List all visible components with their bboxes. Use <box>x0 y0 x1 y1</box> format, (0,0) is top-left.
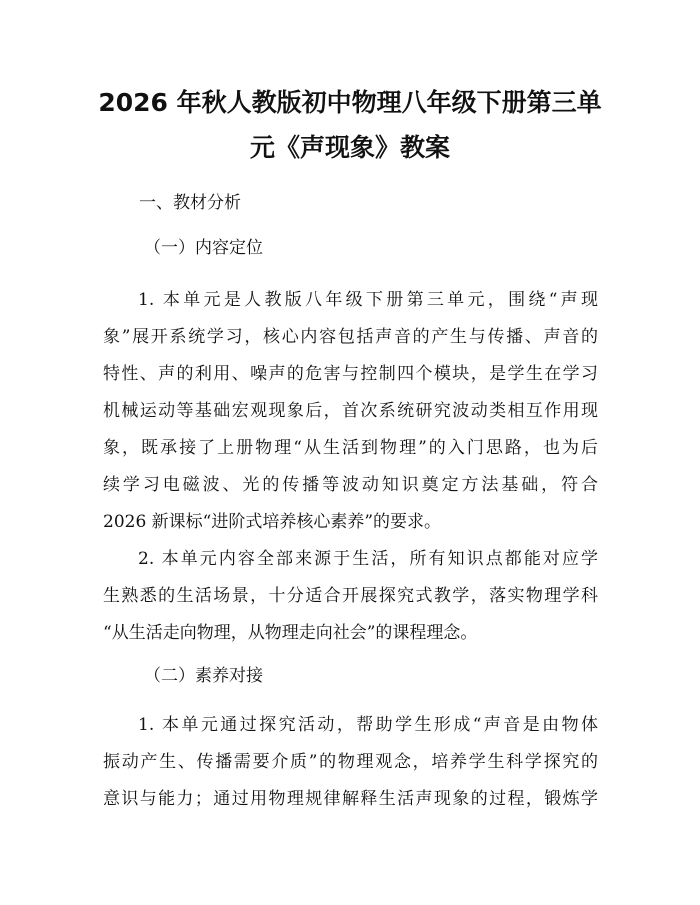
paragraph-line: 续学习电磁波、光的传播等波动知识奠定方法基础，符合 <box>103 475 598 495</box>
paragraph-line: 象，既承接了上册物理“从生活到物理”的入门思路，也为后 <box>103 438 598 458</box>
subsection-heading-literacy-alignment: （二）素养对接 <box>144 666 263 686</box>
section-heading-textbook-analysis: 一、教材分析 <box>139 193 241 213</box>
paragraph-content-positioning-2 <box>103 541 598 652</box>
paragraph-content-positioning-1 <box>103 282 598 541</box>
paragraph-line: 意识与能力；通过用物理规律解释生活声现象的过程，锻炼学 <box>103 789 598 809</box>
paragraph-line: 2026 新课标“进阶式培养核心素养”的要求。 <box>103 512 442 532</box>
paragraph-line: 生熟悉的生活场景，十分适合开展探究式教学，落实物理学科 <box>103 586 598 606</box>
paragraph-line: 特性、声的利用、噪声的危害与控制四个模块，是学生在学习 <box>103 364 598 384</box>
paragraph-line: 象”展开系统学习，核心内容包括声音的产生与传播、声音的 <box>103 327 598 347</box>
paragraph-line: 机械运动等基础宏观现象后，首次系统研究波动类相互作用现 <box>103 401 598 421</box>
paragraph-line: 1. 本单元是人教版八年级下册第三单元，围绕“声现 <box>138 290 598 310</box>
paragraph-line: 2. 本单元内容全部来源于生活，所有知识点都能对应学 <box>138 549 598 569</box>
paragraph-line: 振动产生、传播需要介质”的物理观念，培养学生科学探究的 <box>103 752 598 772</box>
paragraph-literacy-alignment-1 <box>103 707 598 818</box>
paragraph-line: “从生活走向物理，从物理走向社会”的课程理念。 <box>103 623 478 643</box>
document-title-line-2: 元《声现象》教案 <box>249 133 450 162</box>
document-title-line-1: 2026 年秋人教版初中物理八年级下册第三单 <box>98 88 602 117</box>
subsection-heading-content-positioning: （一）内容定位 <box>144 238 263 258</box>
paragraph-line: 1. 本单元通过探究活动，帮助学生形成“声音是由物体 <box>138 715 598 735</box>
